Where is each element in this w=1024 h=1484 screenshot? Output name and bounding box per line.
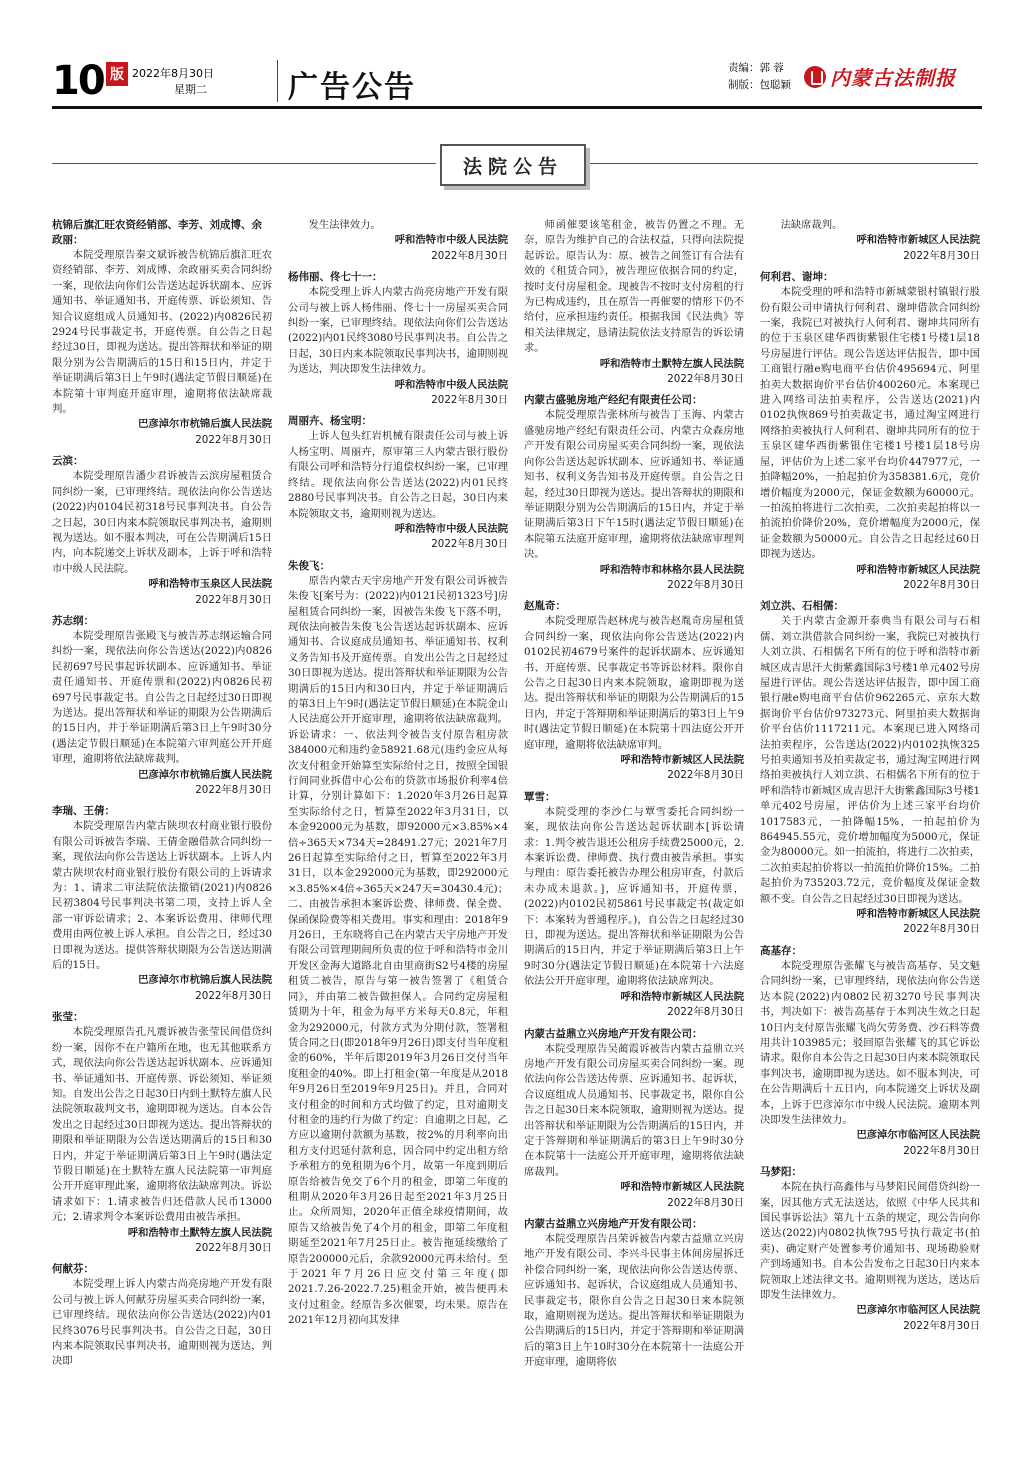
editor-credits	[728, 60, 791, 94]
notice-body: 本院受理原告内蒙古陕坝农村商业银行股份有限公司诉被告李瑞、王倩金融借款合同纠纷一案，现依法向你公告送达上诉状副本。上诉人内蒙古陕坝农村商业银行股份有限公司的上诉请求为：1、请求二审法院依法撤销(2021)内0826民初3804号民事判决书第二项，支持上诉人全部一审诉讼请求；2、本案诉讼费用、律师代理费用由两位被上诉人承担。自公告之日，经过30日即视为送达。提供答辩状期限为公告送达期满后的15日。	[52, 820, 272, 972]
notice-court-signature: 呼和浩特市中级人民法院	[394, 522, 508, 535]
notice-body: 本院受理原告赵林虎与被告赵胤奇房屋租赁合同纠纷一案，现依法向你公告送达(2022)内0102民初4679号案件的起诉状副本、应诉通知书、开庭传票、民事裁定书等诉讼材料。限你自公告之日起30日内来本院领取，逾期即视为送达。提出答辩状和举证的期限为公告期满后的15日内，并定于答辩期和举证期满后的第3日上午9时(遇法定节假日顺延)在本院第十四法庭公开开庭审理，逾期将依法缺席审判。	[524, 615, 744, 751]
notice-court-signature: 呼和浩特市中级人民法院	[394, 378, 508, 391]
notice-court-signature: 巴彦淖尔市杭锦后旗人民法院	[138, 418, 272, 431]
notice-addressee: 何利君、谢坤：	[760, 271, 834, 284]
court-notice	[52, 218, 272, 448]
notice-court-signature: 巴彦淖尔市临河区人民法院	[856, 1129, 980, 1142]
court-notice	[288, 559, 508, 1329]
notice-body: 本院受理上诉人内蒙古尚亮房地产开发有限公司与被上诉人何献芬房屋买卖合同纠纷一案，已审理终结。现依法向你公告送达(2022)内01民终3076号民事判决书。自公告之日起，30日内来本院领取民事判决书，逾期则视为送达，判决即	[52, 1278, 272, 1368]
notice-body: 本院受理原告孔凡震诉被告张莹民间借贷纠纷一案，因你不在户籍所在地，也无其他联系方式，现依法向你公告送达起诉状副本、应诉通知书、举证通知书、开庭传票、诉讼须知、举证须知。自发出公告之日起30日内到土默特左旗人民法院领取裁判文书，逾期即视为送达。自本公告发出之日起经过30日即视为送达。提出答辩状的期限和举证期限为公告送达期满后的15日和30日内，并定于举证期满后第3日上午9时(遇法定节假日顺延)在土默特左旗人民法院第一审判庭公开开庭审理此案，逾期将依法缺席判决。诉讼请求如下：1.请求被告归还借款人民币13000元；2.请求判令本案诉讼费用由被告承担。	[52, 1026, 272, 1224]
notice-body: 发生法律效力。	[308, 219, 381, 231]
notice-body: 本院受理的李沙仁与覃雪委托合同纠纷一案，现依法向你公告送达起诉状副本[诉讼请求：1.判令被告退还公租房手续费25000元，2.本案诉讼费、律师费、执行费由被告承担。事实与理由：原告委托被告办理公租房审查，付款后未办成未退款。]，应诉通知书，开庭传票，(2022)内0102民初5861号民事裁定书(裁定如下：本案转为普通程序。)，自公告之日起经过30日，即视为送达。提出答辩状和举证期限为公告期满后的15日内，并定于举证期满后第3日上午9时30分(遇法定节假日顺延)在本院第十六法庭依法公开开庭审理，逾期将依法缺席判决。	[524, 805, 744, 988]
court-notice	[288, 414, 508, 552]
banner	[440, 144, 586, 186]
court-notice	[52, 454, 272, 608]
notice-body: 本院受理原告张林所与被告丁玉海、内蒙古盛驰房地产经纪有限责任公司、内蒙古众森房地产开发有限公司房屋买卖合同纠纷一案，现依法向你公告送达起诉状副本、应诉通知书、举证通知书、权利义务告知书及开庭传票。自公告之日起，经过30日即视为送达。提出答辩状的期限和举证期限分别为公告期满后的15日内，并定于举证期满后第3日下午15时(遇法定节假日顺延)在本院第五法庭开庭审理，逾期将依法缺席审理判决。	[524, 409, 744, 561]
notice-court-signature: 呼和浩特市新城区人民法院	[856, 908, 980, 921]
page-number: 10	[52, 58, 104, 104]
notice-date: 2022年8月30日	[667, 1196, 744, 1209]
notice-date: 2022年8月30日	[431, 249, 508, 262]
court-notice	[524, 218, 744, 387]
notice-date: 2022年8月30日	[903, 249, 980, 262]
notice-body: 关于内蒙古金源开泰典当有限公司与石相儒、刘立洪借款合同纠纷一案，我院已对被执行人刘立洪、石相儒名下所有的位于呼和浩特市新城区成吉思汗大街紫鑫国际3号楼1单元402号房屋进行评估。现公告送达评估报告，即中国工商银行融e购电商平台估价962265元、京东大数据询价平台估价973273元、阿里拍卖大数据询价平台估价1117211元。本案现已进入网络司法拍卖程序，公告送达(2022)内0102执恢325号拍卖通知书及拍卖裁定书，通过淘宝网进行网络拍卖被执行人刘立洪、石相儒名下所有的位于呼和浩特市新城区成吉思汗大街紫鑫国际3号楼1单元402号房屋，评估价为上述三家平台均价1017583元，一拍降幅15%，一拍起拍价为864945.55元，竞价增加幅度为5000元，保证金为80000元。如一拍流拍，将进行二次拍卖，二次拍卖起拍价将以一拍流拍价降价15%。二拍起拍价为735203.72元，竞价幅度及保证金数额不变。自公告之日起经过30日即视为送达。	[760, 615, 980, 905]
court-notice	[760, 1165, 980, 1334]
column-3	[524, 218, 744, 1480]
notice-addressee: 内蒙古盛驰房地产经纪有限责任公司：	[524, 394, 703, 407]
notice-addressee: 周丽卉、杨宝明：	[288, 415, 372, 428]
notice-addressee: 高基存：	[760, 944, 802, 957]
notice-date: 2022年8月30日	[903, 1144, 980, 1157]
notice-court-signature: 呼和浩特市新城区人民法院	[856, 563, 980, 576]
notice-date: 2022年8月30日	[195, 433, 272, 446]
notice-body: 师函催要该笔租金，被告仍置之不理。无奈，原告为维护自己的合法权益，只得向法院提起诉讼。原告认为：原、被告之间签订有合法有效的《租赁合同》，被告理应依据合同的约定，按时支付房屋租金。现被告不按时支付房租的行为已构成违约，且在原告一再催要的情形下仍不给付，应承担违约责任。根据我国《民法典》等相关法律规定，恳请法院依法支持原告的诉讼请求。	[524, 219, 744, 355]
notice-body: 本院受理原告张殿飞与被告苏志纲运输合同纠纷一案，现依法向你公告送达(2022)内0826民初697号民事起诉状副本、应诉通知书、举证责任通知书、开庭传票和(2022)内0826民初697号民事裁定书。自公告之日起经过30日即视为送达。提出答辩状和举证的期限为公告期满后的15日内，并于举证期满后第3日上午9时30分(遇法定节假日顺延)在本院第六审判庭公开开庭审理，逾期将依法缺席裁判。	[52, 629, 272, 766]
notice-date: 2022年8月30日	[903, 578, 980, 591]
banner-rule-left	[52, 163, 436, 164]
notice-court-signature: 巴彦淖尔市临河区人民法院	[856, 1304, 980, 1317]
notice-addressee: 苏志纲：	[52, 614, 94, 627]
column-4	[760, 218, 980, 1480]
notice-body: 法缺席裁判。	[780, 219, 843, 231]
notice-addressee: 覃雪：	[524, 790, 556, 803]
court-notice	[52, 804, 272, 1004]
newspaper-emblem-icon	[804, 66, 826, 88]
notice-body: 本院受理原告潘少君诉被告云滨房屋租赁合同纠纷一案，已审理终结。现依法向你公告送达(2022)内0104民初318号民事判决书。自公告之日起，30日内来本院领取民事判决书，逾期则视为送达。如不服本判决，可在公告期满后15日内，向本院递交上诉状及副本，上诉于呼和浩特市中级人民法院。	[52, 470, 272, 575]
notice-body: 本院受理原告张耀飞与被告高基存、吴文魁合同纠纷一案，已审理终结，现依法向你公告送达本院(2022)内0802民初3270号民事判决书，判决如下：被告高基存于本判决生效之日起10日内支付原告张耀飞尚欠劳务费、沙石料等费用共计103985元；驳回原告张耀飞的其它诉讼请求。限你自本公告之日起30日内来本院领取民事判决书，逾期即视为送达。如不服本判决，可在公告期满后十五日内，向本院递交上诉状及副本，上诉于巴彦淖尔市中级人民法院。逾期本判决即发生法律效力。	[760, 959, 980, 1126]
notice-court-signature: 呼和浩特市土默特左旗人民法院	[127, 1226, 272, 1239]
notice-date: 2022年8月30日	[667, 373, 744, 386]
notice-addressee: 何献芬：	[52, 1263, 94, 1276]
court-notice	[524, 790, 744, 1021]
notice-addressee: 杭锦后旗汇旺农资经销部、李芳、刘成博、余政丽：	[52, 219, 262, 246]
column-2	[288, 218, 508, 1480]
notice-body: 原告内蒙古天宇房地产开发有限公司诉被告朱俊飞[案号为：(2022)内0121民初1323号]房屋租赁合同纠纷一案，因被告朱俊飞下落不明，现依法向被告朱俊飞公告送达起诉状副本、应诉通知书、合议庭成员通知书、举证通知书、权利义务告知书及开庭传票。自发出公告之日起经过30日即视为送达。提出答辩状和举证期限为公告期满后的15日内和30日内，并定于举证期满后的第3日上午9时(遇法定节假日顺延)在本院金山人民法庭公开开庭审理，逾期将依法缺席裁判。诉讼请求：一、依法判令被告支付原告租房款384000元和违约金58921.68元(违约金应从每次支付租金开始算至实际给付之日，按照全国银行间同业拆借中心公布的贷款市场报价利率4倍计算，分别计算如下：1.2020年3月26日起算至实际给付之日，暂算至2022年3月31日，以本金92000元为基数，即92000元×3.85%×4倍÷365天×734天=28491.27元；2021年7月26日起算至实际给付之日，暂算至2022年3月31日，以本金292000元为基数，即292000元×3.85%×4倍÷365天×247天=30430.4元)；二、由被告承担本案诉讼费、律师费、保全费、保函保险费等相关费用。事实和理由：2018年9月26日，王东晓将自己在内蒙古天宇房地产开发有限公司管理期间所负责的位于呼和浩特市金川开发区金海大道路北自由里商街S2号4楼的房屋租赁二被告，原告与第一被告签署了《租赁合同》，并由第二被告做担保人。合同约定房屋租赁期为十年，租金为每平方米每天0.8元，年租金为292000元，付款方式为分期付款，签署租赁合同之日(即2018年9月26日)即支付当年度租金的60%，半年后即2019年3月26日交付当年度租金的40%。即上打租金(第一年度是从2018年9月26日至2019年9月25日)。并且，合同对支付租金的时间和方式均做了约定，且对逾期支付租金的违约行为做了约定：自逾期之日起，乙方应以逾期付款额为基数，按2%的月利率向出租方支付迟延付款利息，因合同中约定出租方给予承租方的免租期为6个月，故第一年度到期后原告给被告免交了6个月的租金，即第二年度的租期从2020年3月26日起至2021年3月25日止。众所周知，2020年正值全球疫情期间，故原告又给被告免了4个月的租金，即第二年度租期延至2021年7月25日止。被告拖延续缴给了原告200000元后，余款92000元再未给付。至于2021年7月26日应交付第三年度(即2021.7.26-2022.7.25)租金开始，被告便再未支付过租金。经原告多次催要，均未果。原告在2021年12月初向其发律	[288, 574, 508, 1327]
notice-addressee: 朱俊飞：	[288, 559, 330, 572]
notice-court-signature: 呼和浩特市新城区人民法院	[620, 754, 744, 766]
notice-addressee: 内蒙古益鼎立兴房地产开发有限公司：	[524, 1217, 703, 1230]
notice-date: 2022年8月30日	[431, 538, 508, 551]
court-notice	[760, 944, 980, 1159]
notice-columns	[52, 218, 978, 1480]
court-notice	[524, 1217, 744, 1371]
newspaper-name: 内蒙古法制报	[830, 66, 956, 90]
notice-date: 2022年8月30日	[667, 769, 744, 782]
page-label: 版	[106, 62, 128, 86]
notice-date: 2022年8月30日	[431, 394, 508, 407]
notice-addressee: 杨伟丽、佟七十一：	[288, 271, 383, 284]
notice-addressee: 赵胤奇：	[524, 600, 566, 613]
court-notice	[524, 1027, 744, 1211]
notice-date: 2022年8月30日	[195, 989, 272, 1002]
banner-rule-right	[588, 163, 978, 164]
notice-addressee: 刘立洪、石相儒：	[760, 600, 844, 613]
notice-addressee: 马梦阳：	[760, 1166, 802, 1179]
court-notice	[52, 1010, 272, 1256]
masthead	[52, 60, 982, 104]
court-notice	[760, 270, 980, 593]
notice-court-signature: 呼和浩特市和林格尔县人民法院	[599, 563, 744, 576]
notice-date: 2022年8月30日	[195, 784, 272, 796]
notice-body: 本院受理原告吕荣诉被告内蒙古益鼎立兴房地产开发有限公司、李兴斗民事主体间房屋拆迁补偿合同纠纷一案，现依法向你公告送达传票、应诉通知书、起诉状，合议庭组成人员通知书、民事裁定书，限你自公告之日起30日来本院领取，逾期则视为送达。提出答辩状和举证期限为公告期满后的15日内，并定于答辩期和举证期满后的第3日上午10时30分在本院第十一法庭公开开庭审理，逾期将依	[524, 1232, 744, 1369]
notice-date: 2022年8月30日	[903, 923, 980, 936]
court-notice	[288, 218, 508, 264]
issue-date: 2022年8月30日	[132, 67, 214, 80]
section-title: 广告公告	[288, 70, 416, 105]
notice-addressee: 云滨：	[52, 455, 84, 468]
notice-court-signature: 呼和浩特市玉泉区人民法院	[148, 578, 272, 591]
issue-date-block	[132, 66, 272, 98]
newspaper-logo	[804, 62, 956, 91]
notice-court-signature: 呼和浩特市新城区人民法院	[620, 990, 744, 1003]
masthead-rule	[52, 106, 982, 109]
court-notice	[760, 218, 980, 264]
notice-body: 本院受理上诉人内蒙古尚亮房地产开发有限公司与被上诉人杨伟丽、佟七十一房屋买卖合同纠纷一案，已审理终结。现依法向你们公告送达(2022)内01民终3080号民事判决书。自公告之日起，30日内来本院领取民事判决书，逾期则视为送达，判决即发生法律效力。	[288, 286, 508, 376]
court-notice	[524, 599, 744, 783]
notice-court-signature: 呼和浩特市中级人民法院	[394, 234, 508, 247]
notice-court-signature: 呼和浩特市新城区人民法院	[856, 234, 980, 247]
notice-date: 2022年8月30日	[667, 1006, 744, 1019]
court-notice	[52, 1262, 272, 1369]
notice-date: 2022年8月30日	[667, 578, 744, 591]
notice-court-signature: 巴彦淖尔市杭锦后旗人民法院	[138, 768, 272, 781]
notice-court-signature: 呼和浩特市新城区人民法院	[620, 1181, 744, 1194]
court-notice	[52, 614, 272, 798]
notice-body: 本院受理的呼和浩特市新城蒙银村镇银行股份有限公司申请执行何利君、谢坤借款合同纠纷一案，我院已对被执行人何利君、谢坤共同所有的位于玉泉区建华西街紫银住宅楼1号楼1层18号房屋进行评估。现公告送达评估报告，即中国工商银行融e购电商平台估价495694元、阿里拍卖大数据询价平台估价400260元。本案现已进入网络司法拍卖程序，公告送达(2021)内0102执恢869号拍卖裁定书，通过淘宝网进行网络拍卖被执行人何利君、谢坤共同所有的位于玉泉区建华西街紫银住宅楼1号楼1层18号房屋，评估价为上述二家平台均价447977元，一拍降幅20%，一拍起拍价为358381.6元，竞价增价幅度为2000元，保证金数额为60000元。一拍流拍将进行二次拍卖，二次拍卖起拍将以一拍流拍价降价20%，竞价增幅度为2000元，保证金数额为50000元。自公告之日起经过60日即视为送达。	[760, 286, 980, 561]
editor-credit: 责编：郭 蓉	[728, 62, 784, 74]
notice-body: 上诉人包头红岩机械有限责任公司与被上诉人杨宝明、周丽卉，原审第三人内蒙古银行股份有限公司呼和浩特分行追偿权纠纷一案，已审理终结。现依法向你公告送达(2022)内01民终2880号民事判决书。自公告之日起，30日内来本院领取文书，逾期则视为送达。	[288, 430, 508, 520]
notice-date: 2022年8月30日	[195, 1241, 272, 1254]
notice-date: 2022年8月30日	[195, 593, 272, 606]
notice-addressee: 李瑞、王倩：	[52, 805, 115, 818]
masthead-divider	[277, 60, 278, 102]
banner-title: 法院公告	[462, 155, 563, 178]
notice-body: 本院受理原告吴蔺霞诉被告内蒙古益鼎立兴房地产开发有限公司房屋买卖合同纠纷一案。现依法向你公告送达传票、应诉通知书、起诉状，合议庭组成人员通知书、民事裁定书，限你自公告之日起30日来本院领取，逾期则视为送达。提出答辩状和举证期限为公告期满后的15日内，并定于答辩期和举证期满后的第3日上午9时30分在本院第十一法庭公开开庭审理，逾期将依法缺席裁判。	[524, 1042, 744, 1178]
notice-court-signature: 呼和浩特市土默特左旗人民法院	[599, 357, 744, 370]
notice-body: 本院在执行高鑫伟与马梦阳民间借贷纠纷一案，因其他方式无法送达，依照《中华人民共和国民事诉讼法》第九十五条的规定，现公告向你送达(2022)内0802执恢795号执行裁定书(拍卖)、确定财产处置参考价通知书、现场勘验财产到场通知书。自本公告发布之日起30日内来本院领取上述法律文书。逾期则视为送达，送达后即发生法律效力。	[760, 1181, 980, 1301]
notice-addressee: 内蒙古益鼎立兴房地产开发有限公司：	[524, 1027, 703, 1040]
notice-addressee: 张莹：	[52, 1011, 84, 1024]
issue-weekday: 星期二	[174, 83, 207, 96]
column-1	[52, 218, 272, 1480]
court-notice	[760, 599, 980, 938]
court-notice	[524, 393, 744, 593]
notice-body: 本院受理原告秦文斌诉被告杭锦后旗汇旺农资经销部、李芳、刘成博、余政丽买卖合同纠纷一案，现依法向你们公告送达起诉状副本、应诉通知书、举证通知书、开庭传票、诉讼须知、告知合议庭组成人员通知书、(2022)内0826民初2924号民事裁定书，开庭传票。自公告之日起经过30日，即视为送达。提出答辩状和举证的期限分别为公告期满后的15日和15日内，并定于举证期满后第3日上午9时(遇法定节假日顺延)在本院第十审判庭开庭审理，逾期将依法缺席裁判。	[52, 249, 272, 416]
notice-date: 2022年8月30日	[903, 1319, 980, 1332]
notice-court-signature: 巴彦淖尔市杭锦后旗人民法院	[138, 974, 272, 987]
court-notice	[288, 270, 508, 408]
producer-credit: 制版：包聪颖	[728, 79, 791, 91]
